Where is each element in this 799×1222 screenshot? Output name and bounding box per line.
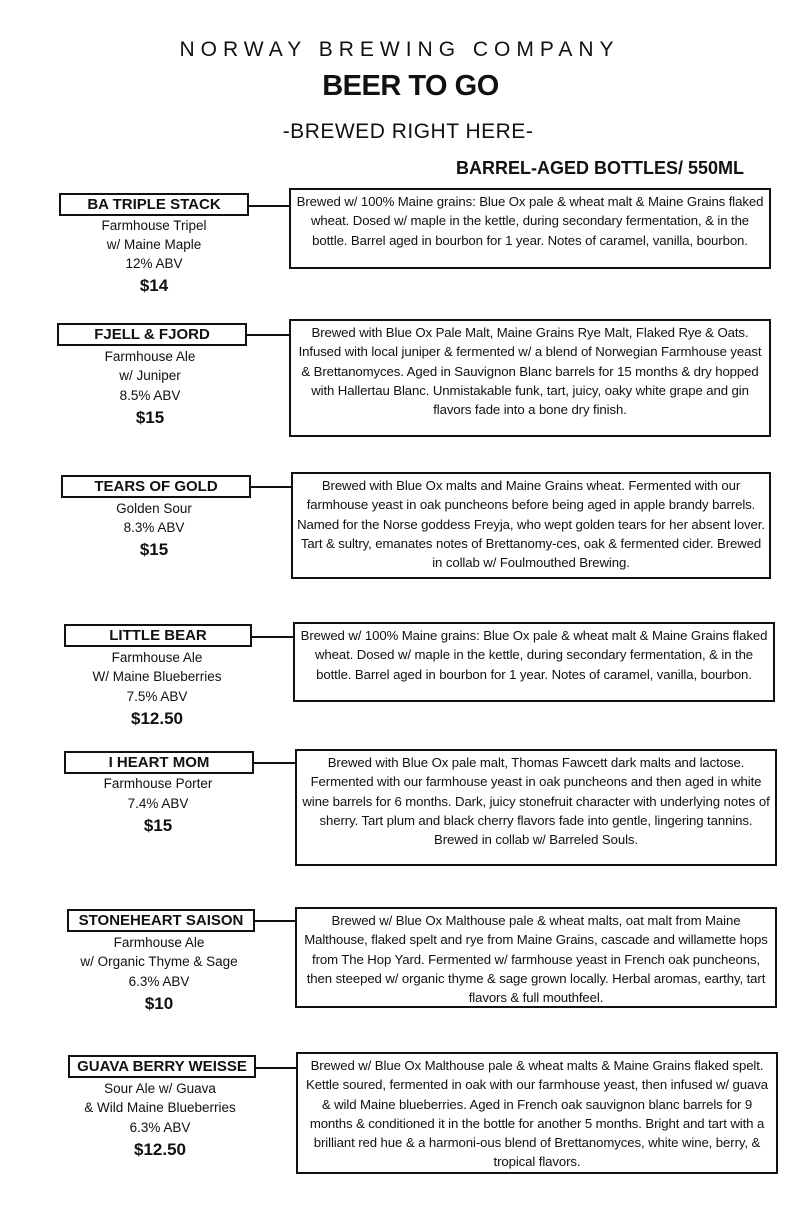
beer-price: $12.50: [131, 709, 183, 728]
beer-abv: 8.3% ABV: [123, 520, 185, 535]
beer-style: W/ Maine Blueberries: [92, 669, 222, 684]
connector-line: [255, 920, 296, 922]
beer-description: Brewed with Blue Ox Pale Malt, Maine Grains Rye Malt, Flaked Rye & Oats. Infused with local juniper & fermented w/ a blend of Norwegian Farmhouse yeast & Brettanomyces. Aged in Sauvignon Blanc barrels for 15 months & dry hopped with Hallertau Blanc. Unmistakable funk, tart, juicy, oaky white grape and gin flavors fade into a bone dry finish.: [289, 319, 771, 437]
beer-description: Brewed w/ Blue Ox Malthouse pale & wheat malts & Maine Grains flaked spelt. Kettle soured, fermented in oak with our farmhouse yeast, then infused w/ guava & wild Maine blueberries. Aged in French oak sauvignon blanc barrels for 9 months & conditioned it in the bottle for another 5 months. Bright and tart with a brilliant red hue & a harmoni-ous blend of Brettanomyces, white wine, berry, & tropical flavors.: [296, 1052, 778, 1174]
connector-line: [251, 486, 292, 488]
beer-abv: 7.5% ABV: [126, 689, 188, 704]
company-name: NORWAY BREWING COMPANY: [179, 38, 620, 61]
beer-abv: 6.3% ABV: [128, 974, 190, 989]
beer-name: BA TRIPLE STACK: [59, 193, 249, 216]
beer-style: Sour Ale w/ Guava: [104, 1081, 216, 1096]
beer-price: $14: [139, 276, 169, 295]
beer-abv: 12% ABV: [125, 256, 183, 271]
connector-line: [254, 762, 296, 764]
beer-price: $10: [144, 994, 174, 1013]
beer-style: Golden Sour: [116, 501, 192, 516]
beer-price: $12.50: [134, 1140, 186, 1159]
beer-style: w/ Juniper: [119, 368, 181, 383]
beer-style: Farmhouse Porter: [103, 776, 213, 791]
beer-price: $15: [143, 816, 173, 835]
beer-price: $15: [135, 408, 165, 427]
beer-description: Brewed w/ 100% Maine grains: Blue Ox pale & wheat malt & Maine Grains flaked wheat. Dosed w/ maple in the kettle, during secondary fermentation, & in the bottle. Barrel aged in bourbon for 1 year. Notes of caramel, vanilla, bourbon.: [289, 188, 771, 269]
connector-line: [256, 1067, 297, 1069]
beer-abv: 6.3% ABV: [129, 1120, 191, 1135]
beer-style: & Wild Maine Blueberries: [84, 1100, 236, 1115]
beer-name: LITTLE BEAR: [64, 624, 252, 647]
beer-name: TEARS OF GOLD: [61, 475, 251, 498]
beer-description: Brewed w/ Blue Ox Malthouse pale & wheat malts, oat malt from Maine Malthouse, flaked spelt and rye from Maine Grains, cascade and willamette hops from The Hop Yard. Fermented w/ farmhouse yeast in French oak puncheons, then steeped w/ organic thyme & sage grown locally. Herbal aromas, earthy, tart flavors & full mouthfeel.: [295, 907, 777, 1008]
connector-line: [247, 334, 290, 336]
section-heading: BARREL-AGED BOTTLES/ 550ML: [455, 158, 745, 178]
beer-name: GUAVA BERRY WEISSE: [68, 1055, 256, 1078]
beer-style: Farmhouse Ale: [111, 650, 203, 665]
page-title: BEER TO GO: [322, 70, 499, 102]
connector-line: [249, 205, 290, 207]
beer-description: Brewed w/ 100% Maine grains: Blue Ox pale & wheat malt & Maine Grains flaked wheat. Dosed w/ maple in the kettle, during secondary fermentation, & in the bottle. Barrel aged in bourbon for 1 year. Notes of caramel, vanilla, bourbon.: [293, 622, 775, 702]
beer-style: w/ Organic Thyme & Sage: [80, 954, 238, 969]
beer-description: Brewed with Blue Ox pale malt, Thomas Fawcett dark malts and lactose. Fermented with our farmhouse yeast in oak puncheons and then aged in white wine barrels for 6 months. Dark, juicy stonefruit character with underlying notes of sherry. Tart plum and black cherry flavors fade into gentle, lingering tannins. Brewed in collab w/ Barreled Souls.: [295, 749, 777, 866]
beer-style: Farmhouse Ale: [113, 935, 205, 950]
page-subtitle: -BREWED RIGHT HERE-: [282, 120, 534, 143]
connector-line: [252, 636, 294, 638]
beer-style: Farmhouse Ale: [104, 349, 196, 364]
beer-abv: 8.5% ABV: [119, 388, 181, 403]
beer-style: Farmhouse Tripel: [101, 218, 207, 233]
beer-price: $15: [139, 540, 169, 559]
beer-name: STONEHEART SAISON: [67, 909, 255, 932]
beer-abv: 7.4% ABV: [127, 796, 189, 811]
beer-description: Brewed with Blue Ox malts and Maine Grains wheat. Fermented with our farmhouse yeast in oak puncheons before being aged in apple brandy barrels. Named for the Norse goddess Freyja, who wept golden tears for her absent lover. Tart & sultry, emanates notes of Brettanomy-ces, oak & fermented cider. Brewed in collab w/ Foulmouthed Brewing.: [291, 472, 771, 579]
beer-name: I HEART MOM: [64, 751, 254, 774]
beer-style: w/ Maine Maple: [106, 237, 202, 252]
beer-name: FJELL & FJORD: [57, 323, 247, 346]
